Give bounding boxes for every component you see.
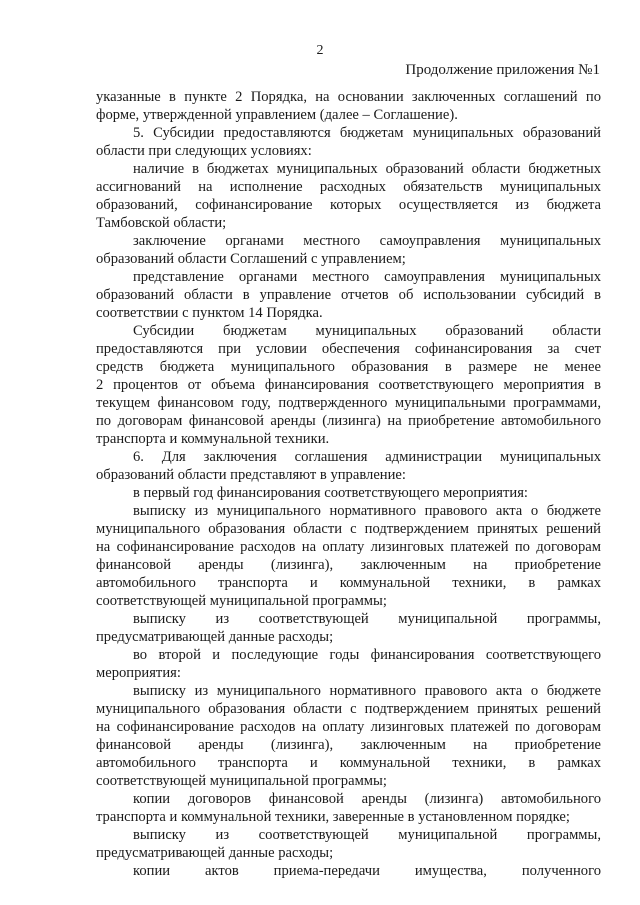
- text-line: 2 процентов от объема финансирования соответствующего мероприятия в: [96, 377, 601, 393]
- text-line: копии актов приема-передачи имущества, полученного: [133, 863, 601, 879]
- text-line: заключение органами местного самоуправления муниципальных: [133, 233, 601, 249]
- paragraph: [96, 232, 601, 268]
- text-line: образований области представляют в управление:: [96, 467, 406, 483]
- text-line: транспорта и коммунальной техники, заверенные в установленном порядке;: [96, 809, 570, 825]
- paragraph: [96, 484, 601, 502]
- text-line: финансовой аренды (лизинга), заключенным на приобретение: [96, 557, 601, 573]
- paragraph: [96, 502, 601, 610]
- text-line: муниципального образования области с подтверждением принятых решений: [96, 701, 601, 717]
- text-line: в первый год финансирования соответствующего мероприятия:: [133, 485, 528, 501]
- page-number: 2: [316, 43, 324, 58]
- paragraph: [96, 862, 601, 880]
- text-line: предусматривающей данные расходы;: [96, 845, 334, 861]
- text-line: выписку из соответствующей муниципальной программы,: [133, 827, 601, 843]
- paragraph: [96, 88, 601, 124]
- text-line: мероприятия:: [96, 665, 181, 681]
- text-line: Субсидии бюджетам муниципальных образований области: [133, 323, 601, 339]
- paragraph: [96, 322, 601, 448]
- text-line: области при следующих условиях:: [96, 143, 312, 159]
- text-line: финансовой аренды (лизинга), заключенным на приобретение: [96, 737, 601, 753]
- text-line: соответствии с пунктом 14 Порядка.: [96, 305, 323, 321]
- text-line: по договорам финансовой аренды (лизинга) на приобретение автомобильного: [96, 413, 601, 429]
- text-line: форме, утвержденной управлением (далее – Соглашение).: [96, 107, 458, 123]
- text-line: образований, софинансирование которых осуществляется из бюджета: [96, 197, 601, 213]
- text-line: на софинансирование расходов на оплату лизинговых платежей по договорам: [96, 719, 601, 735]
- text-line: автомобильного транспорта и коммунальной техники, в рамках: [96, 575, 601, 591]
- text-line: предусматривающей данные расходы;: [96, 629, 334, 645]
- text-line: соответствующей муниципальной программы;: [96, 773, 387, 789]
- appendix-header: Продолжение приложения №1: [405, 62, 600, 78]
- text-line: Тамбовской области;: [96, 215, 227, 231]
- text-line: на софинансирование расходов на оплату лизинговых платежей по договорам: [96, 539, 601, 555]
- text-line: ассигнований на исполнение расходных обязательств муниципальных: [96, 179, 601, 195]
- document-body: [96, 88, 601, 880]
- text-line: муниципального образования области с подтверждением принятых решений: [96, 521, 601, 537]
- text-line: выписку из муниципального нормативного правового акта о бюджете: [133, 683, 601, 699]
- paragraph: [96, 610, 601, 646]
- text-line: транспорта и коммунальной техники.: [96, 431, 330, 447]
- paragraph: [96, 682, 601, 790]
- paragraph: [96, 160, 601, 232]
- text-line: копии договоров финансовой аренды (лизинга) автомобильного: [133, 791, 601, 807]
- text-line: предоставляются при условии обеспечения софинансирования за счет: [96, 341, 601, 357]
- paragraph: [96, 124, 601, 160]
- paragraph: [96, 268, 601, 322]
- text-line: выписку из муниципального нормативного правового акта о бюджете: [133, 503, 601, 519]
- text-line: средств бюджета муниципального образования в размере не менее: [96, 359, 601, 375]
- paragraph: [96, 448, 601, 484]
- paragraph: [96, 826, 601, 862]
- text-line: соответствующей муниципальной программы;: [96, 593, 387, 609]
- text-line: представление органами местного самоуправления муниципальных: [133, 269, 601, 285]
- text-line: наличие в бюджетах муниципальных образований области бюджетных: [133, 161, 601, 177]
- paragraph: [96, 646, 601, 682]
- text-line: автомобильного транспорта и коммунальной техники, в рамках: [96, 755, 601, 771]
- text-line: образований области в управление отчетов об использовании субсидий в: [96, 287, 601, 303]
- text-line: текущем финансовом году, подтвержденного муниципальными программами,: [96, 395, 601, 411]
- text-line: 6. Для заключения соглашения администрации муниципальных: [133, 449, 601, 465]
- text-line: 5. Субсидии предоставляются бюджетам муниципальных образований: [133, 125, 601, 141]
- text-line: указанные в пункте 2 Порядка, на основании заключенных соглашений по: [96, 89, 601, 105]
- text-line: выписку из соответствующей муниципальной программы,: [133, 611, 601, 627]
- text-line: во второй и последующие годы финансирования соответствующего: [133, 647, 601, 663]
- text-line: образований области Соглашений с управлением;: [96, 251, 406, 267]
- paragraph: [96, 790, 601, 826]
